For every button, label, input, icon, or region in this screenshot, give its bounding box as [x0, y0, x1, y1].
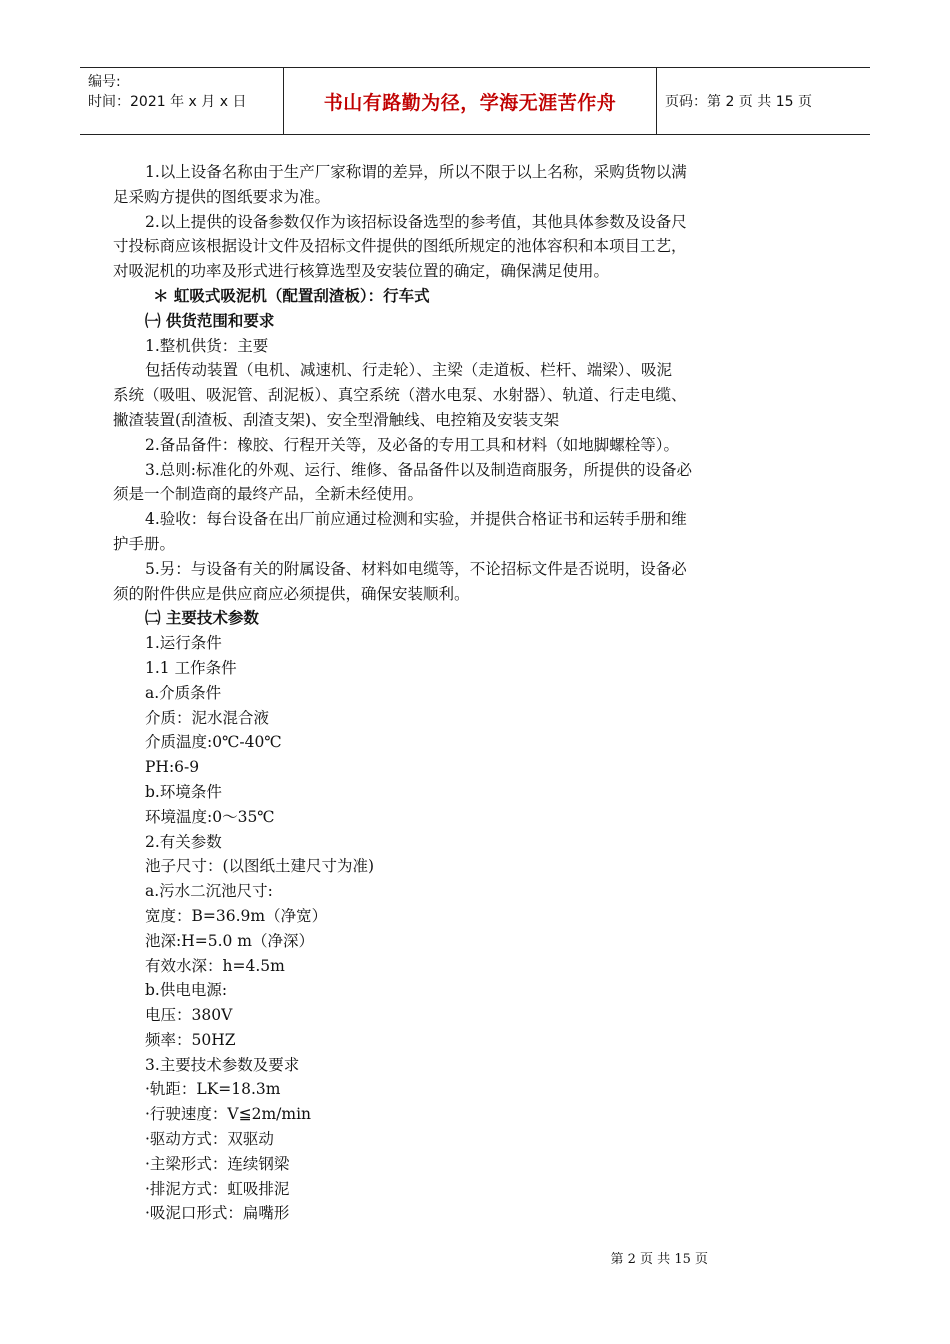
body-line: ·驱动方式：双驱动 — [145, 1130, 274, 1149]
body-line: ㈡ 主要技术参数 — [145, 608, 259, 628]
body-line: ㈠ 供货范围和要求 — [145, 310, 275, 330]
body-line: ·吸泥口形式：扁嘴形 — [145, 1204, 290, 1223]
body-line: ·轨距：LK=18.3m — [145, 1080, 281, 1099]
header-motto: 书山有路勤为径，学海无涯苦作舟 — [283, 68, 657, 134]
body-line: 护手册。 — [113, 534, 176, 553]
body-line: 介质：泥水混合液 — [145, 708, 270, 727]
body-line: ＊ 虹吸式吸泥机（配置刮渣板）：行车式 — [153, 285, 430, 305]
body-line: 包括传动装置（电机、减速机、行走轮）、主梁（走道板、栏杆、端梁）、吸泥 — [145, 361, 673, 380]
body-line: 有效水深：h=4.5m — [145, 956, 285, 975]
body-line: 池深:H=5.0 m（净深） — [145, 931, 315, 950]
body-line: 1.1 工作条件 — [145, 658, 237, 677]
body-line: 撇渣装置(刮渣板、刮渣支架)、安全型滑触线、电控箱及安装支架 — [113, 410, 560, 429]
body-line: b.环境条件 — [145, 782, 222, 801]
body-line: 环境温度:0～35℃ — [145, 807, 275, 826]
page-footer: 第 2 页 共 15 页 — [610, 1252, 708, 1267]
document-body — [113, 160, 853, 1226]
body-line: 足采购方提供的图纸要求为准。 — [113, 187, 331, 206]
body-line: 1.整机供货：主要 — [145, 336, 269, 355]
header-meta-cell — [80, 68, 283, 134]
body-line: 池子尺寸：(以图纸土建尺寸为准) — [145, 857, 375, 876]
body-line: 对吸泥机的功率及形式进行核算选型及安装位置的确定，确保满足使用。 — [113, 262, 610, 281]
body-line: 2.备品备件：橡胶、行程开关等，及必备的专用工具和材料（如地脚螺栓等）。 — [145, 435, 680, 454]
body-line: 须是一个制造商的最终产品，全新未经使用。 — [113, 485, 424, 504]
body-line: 3.总则:标准化的外观、运行、维修、备品备件以及制造商服务，所提供的设备必 — [145, 460, 693, 479]
body-line: b.供电电源: — [145, 981, 228, 1000]
body-line: ·排泥方式：虹吸排泥 — [145, 1179, 290, 1198]
body-line: 1.以上设备名称由于生产厂家称谓的差异，所以不限于以上名称，采购货物以满 — [145, 163, 687, 181]
body-line: ·行驶速度：V≦2m/min — [145, 1105, 312, 1124]
document-time-label: 时间：2021 年 x 月 x 日 — [88, 94, 247, 110]
body-line: 5.另：与设备有关的附属设备、材料如电缆等，不论招标文件是否说明，设备必 — [145, 559, 687, 578]
body-line: 3.主要技术参数及要求 — [145, 1055, 300, 1074]
body-line: 2.有关参数 — [145, 832, 222, 851]
body-line: ·主梁形式：连续钢梁 — [145, 1154, 290, 1173]
body-line: 寸投标商应该根据设计文件及招标文件提供的图纸所规定的池体容积和本项目工艺， — [113, 237, 687, 256]
body-line: 电压：380V — [145, 1006, 233, 1025]
body-line: a.污水二沉池尺寸: — [145, 882, 273, 901]
header-page-info: 页码：第 2 页 共 15 页 — [665, 94, 812, 110]
body-line: 系统（吸咀、吸泥管、刮泥板）、真空系统（潜水电泵、水射器）、轨道、行走电缆、 — [113, 386, 687, 405]
body-line: 4.验收：每台设备在出厂前应通过检测和实验，并提供合格证书和运转手册和维 — [145, 510, 687, 529]
body-line: PH:6-9 — [145, 758, 200, 777]
body-line: 介质温度:0℃-40℃ — [145, 733, 282, 752]
document-number-label: 编号: — [88, 74, 121, 90]
body-line: 2.以上提供的设备参数仅作为该招标设备选型的参考值，其他具体参数及设备尺 — [145, 212, 687, 231]
header-table — [80, 67, 870, 135]
body-line: a.介质条件 — [145, 683, 222, 702]
body-line: 频率：50HZ — [145, 1030, 236, 1049]
body-line: 宽度：B=36.9m（净宽） — [145, 906, 328, 925]
body-line: 1.运行条件 — [145, 634, 222, 653]
body-line: 须的附件供应是供应商应必须提供，确保安装顺利。 — [113, 584, 470, 603]
